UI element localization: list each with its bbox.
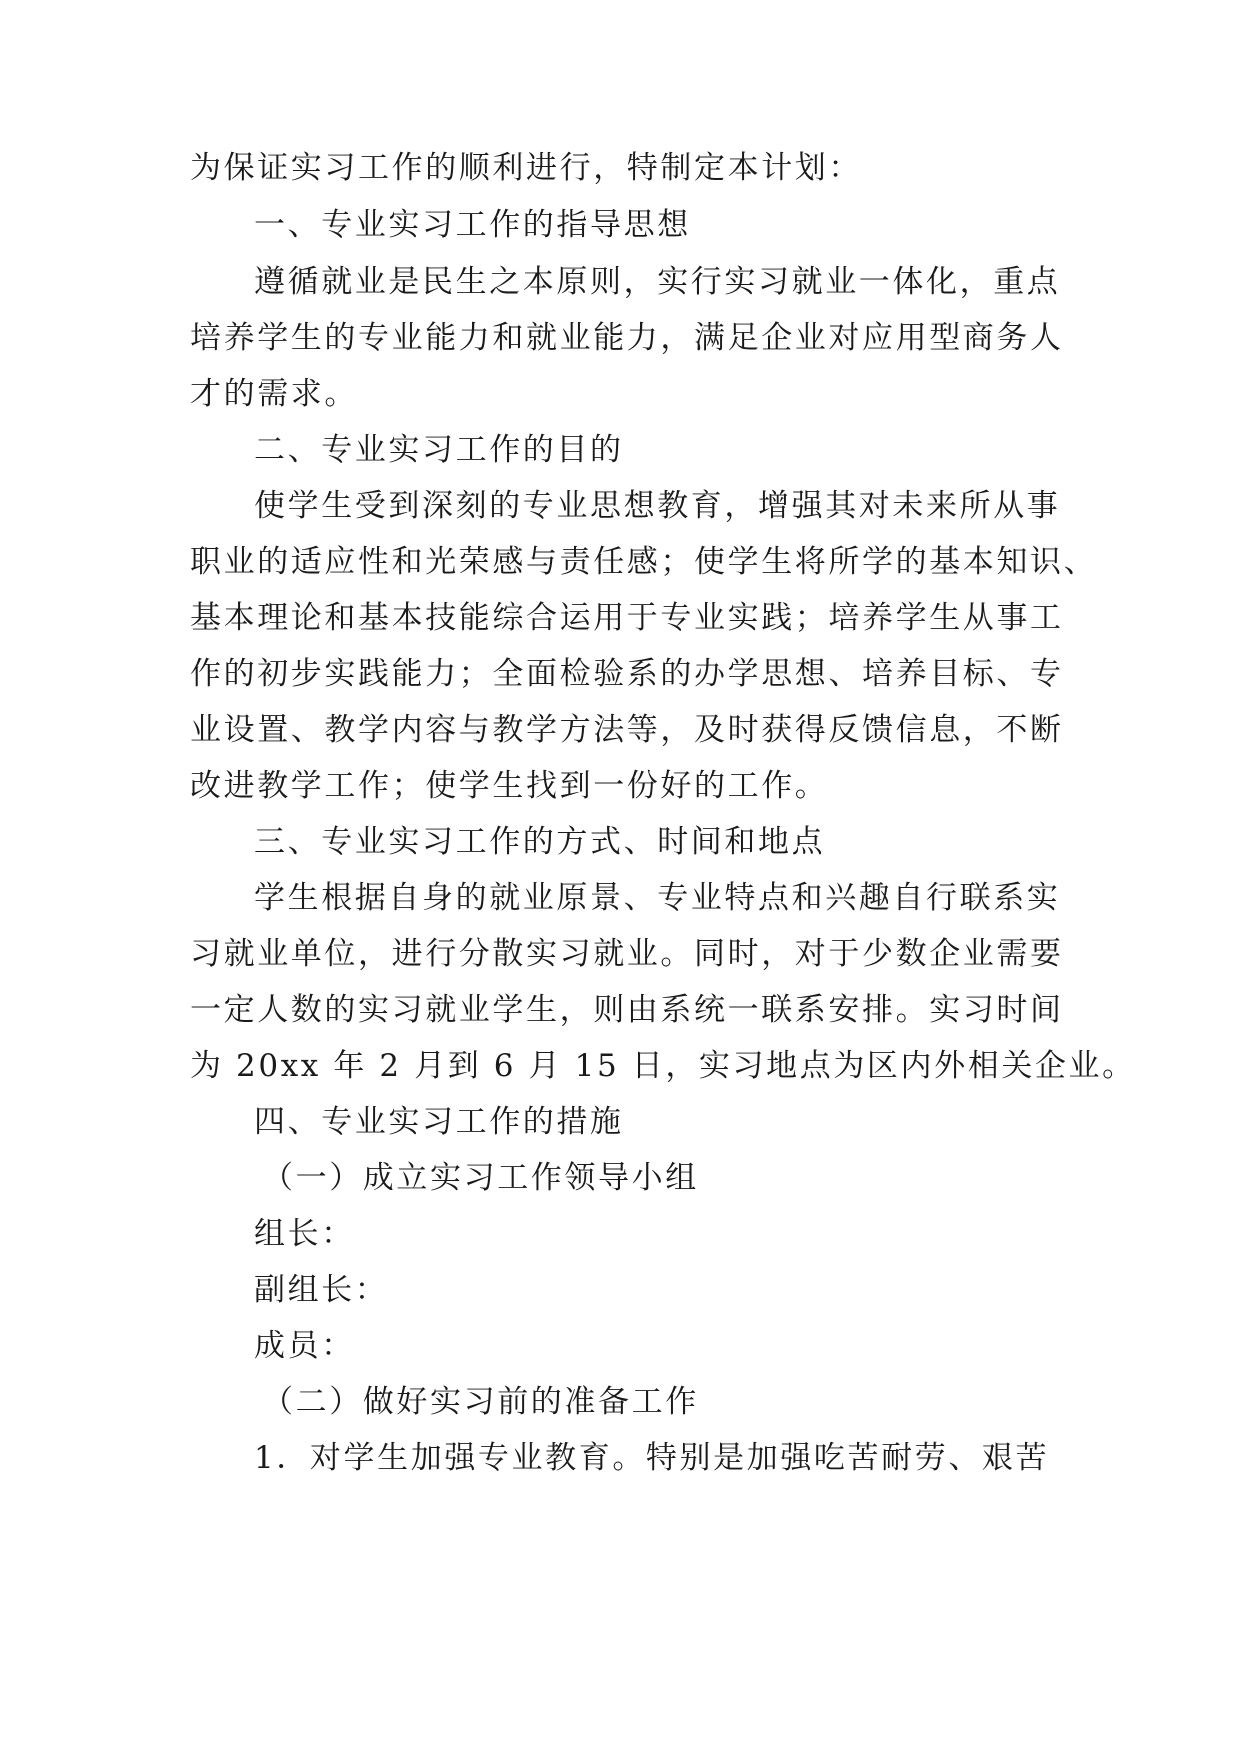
paragraph-line: 职业的适应性和光荣感与责任感；使学生将所学的基本知识、 [190,544,1098,580]
paragraph-line: 使学生受到深刻的专业思想教育，增强其对未来所从事 [254,488,1061,524]
paragraph-line: 基本理论和基本技能综合运用于专业实践；培养学生从事工 [190,600,1064,636]
members-label: 成员： [254,1328,355,1364]
section-heading-1: 一、专业实习工作的指导思想 [254,207,691,243]
paragraph-line: 为 20xx 年 2 月到 6 月 15 日，实习地点为区内外相关企业。 [190,1048,1136,1084]
group-leader-label: 组长： [254,1216,355,1252]
section-heading-3: 三、专业实习工作的方式、时间和地点 [254,824,826,860]
paragraph-line: 培养学生的专业能力和就业能力，满足企业对应用型商务人 [190,320,1064,356]
paragraph-line: 遵循就业是民生之本原则，实行实习就业一体化，重点 [254,264,1061,300]
paragraph-line: 作的初步实践能力；全面检验系的办学思想、培养目标、专 [190,656,1064,692]
subsection-heading-2: （二）做好实习前的准备工作 [262,1384,699,1420]
paragraph-line: 改进教学工作；使学生找到一份好的工作。 [190,768,829,804]
intro-paragraph: 为保证实习工作的顺利进行，特制定本计划： [190,150,862,186]
paragraph-line: 学生根据自身的就业原景、专业特点和兴趣自行联系实 [254,880,1061,916]
paragraph-line: 习就业单位，进行分散实习就业。同时，对于少数企业需要 [190,936,1064,972]
subsection-heading-1: （一）成立实习工作领导小组 [262,1160,699,1196]
paragraph-line: 才的需求。 [190,376,358,412]
paragraph-line: 业设置、教学内容与教学方法等，及时获得反馈信息，不断 [190,712,1064,748]
deputy-leader-label: 副组长： [254,1272,389,1308]
paragraph-line: 一定人数的实习就业学生，则由系统一联系安排。实习时间 [190,992,1064,1028]
section-heading-2: 二、专业实习工作的目的 [254,432,624,468]
section-heading-4: 四、专业实习工作的措施 [254,1104,624,1140]
list-item-1: 1．对学生加强专业教育。特别是加强吃苦耐劳、艰苦 [254,1440,1050,1476]
